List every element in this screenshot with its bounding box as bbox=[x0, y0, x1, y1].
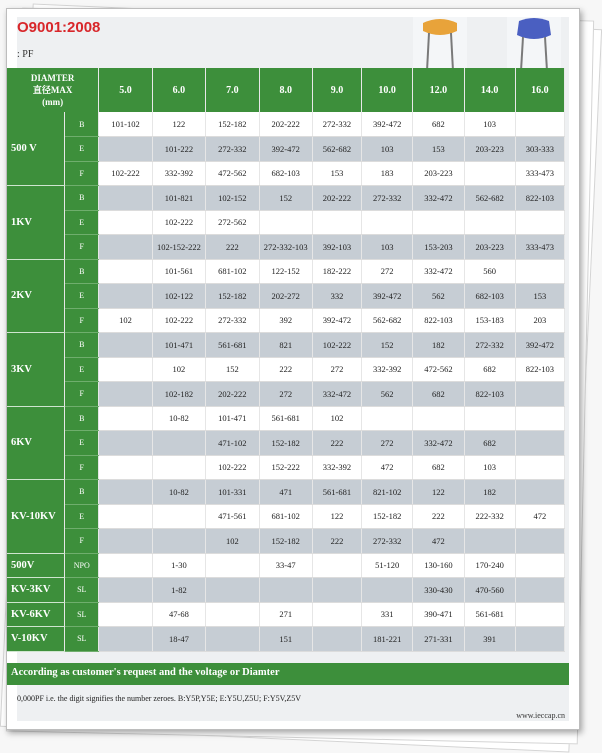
capacitance-range-cell bbox=[515, 529, 564, 554]
capacitance-range-cell bbox=[312, 553, 361, 578]
capacitance-range-cell: 222 bbox=[413, 504, 464, 529]
capacitance-range-cell: 152 bbox=[259, 186, 312, 211]
dielectric-code-cell: E bbox=[65, 284, 99, 309]
capacitance-range-cell bbox=[99, 627, 152, 652]
capacitance-range-cell: 152-182 bbox=[362, 504, 413, 529]
capacitance-range-cell: 122-152 bbox=[259, 259, 312, 284]
capacitance-range-cell: 153 bbox=[515, 284, 564, 309]
capacitance-range-cell: 152-182 bbox=[206, 284, 259, 309]
column-header: 9.0 bbox=[312, 68, 361, 112]
capacitance-range-cell: 391 bbox=[464, 627, 515, 652]
capacitance-range-cell: 1-30 bbox=[152, 553, 205, 578]
capacitance-range-cell: 272-332 bbox=[464, 333, 515, 358]
capacitance-range-cell: 122 bbox=[312, 504, 361, 529]
capacitance-range-cell bbox=[99, 210, 152, 235]
voltage-group-label: 2KV bbox=[7, 259, 65, 333]
table-row bbox=[7, 235, 565, 260]
capacitance-range-cell: 18-47 bbox=[152, 627, 205, 652]
voltage-group-label: 500 V bbox=[7, 112, 65, 186]
capacitance-range-cell bbox=[362, 406, 413, 431]
capacitance-range-cell: 203 bbox=[515, 308, 564, 333]
capacitance-range-cell: 471-561 bbox=[206, 504, 259, 529]
capacitance-range-cell: 332-392 bbox=[362, 357, 413, 382]
table-row bbox=[7, 186, 565, 211]
dielectric-code-cell: E bbox=[65, 504, 99, 529]
capacitance-range-cell: 102-152 bbox=[206, 186, 259, 211]
capacitance-range-cell: 151 bbox=[259, 627, 312, 652]
capacitance-range-cell: 202-272 bbox=[259, 284, 312, 309]
capacitance-range-cell: 472 bbox=[362, 455, 413, 480]
capacitance-range-cell bbox=[515, 431, 564, 456]
capacitance-range-cell bbox=[413, 406, 464, 431]
capacitance-range-cell bbox=[206, 602, 259, 627]
capacitance-range-cell bbox=[464, 406, 515, 431]
dielectric-code-cell: SL bbox=[65, 602, 99, 627]
capacitance-range-cell: 222 bbox=[312, 529, 361, 554]
capacitance-range-cell: 102-122 bbox=[152, 284, 205, 309]
capacitance-range-cell: 102-222 bbox=[152, 210, 205, 235]
capacitance-range-cell: 472-562 bbox=[413, 357, 464, 382]
capacitance-range-cell: 682-103 bbox=[464, 284, 515, 309]
capacitance-range-cell: 822-103 bbox=[413, 308, 464, 333]
capacitance-range-cell bbox=[515, 627, 564, 652]
capacitance-range-cell: 561-681 bbox=[259, 406, 312, 431]
capacitance-range-cell: 122 bbox=[152, 112, 205, 137]
table-row bbox=[7, 480, 565, 505]
capacitance-range-cell: 682-103 bbox=[259, 161, 312, 186]
dielectric-code-cell: E bbox=[65, 137, 99, 162]
capacitance-range-cell: 682 bbox=[413, 112, 464, 137]
table-row bbox=[7, 112, 565, 137]
capacitance-range-cell: 332-472 bbox=[413, 186, 464, 211]
capacitance-range-cell: 272-332-103 bbox=[259, 235, 312, 260]
capacitance-range-cell: 153-203 bbox=[413, 235, 464, 260]
capacitance-range-cell: 272-562 bbox=[206, 210, 259, 235]
capacitance-range-cell bbox=[312, 210, 361, 235]
capacitance-range-cell bbox=[99, 284, 152, 309]
capacitance-range-cell: 170-240 bbox=[464, 553, 515, 578]
capacitance-range-cell: 332-392 bbox=[312, 455, 361, 480]
table-row bbox=[7, 406, 565, 431]
capacitance-range-cell: 332-472 bbox=[312, 382, 361, 407]
capacitance-range-cell: 821 bbox=[259, 333, 312, 358]
voltage-group-label: KV-10KV bbox=[7, 480, 65, 554]
capacitance-range-cell: 332-392 bbox=[152, 161, 205, 186]
capacitance-range-cell: 392-472 bbox=[259, 137, 312, 162]
capacitance-range-cell: 101-331 bbox=[206, 480, 259, 505]
capacitance-range-cell: 203-223 bbox=[413, 161, 464, 186]
capacitance-range-cell: 203-223 bbox=[464, 235, 515, 260]
dielectric-code-cell: E bbox=[65, 210, 99, 235]
table-row bbox=[7, 382, 565, 407]
column-header: 8.0 bbox=[259, 68, 312, 112]
capacitance-range-cell: 152-182 bbox=[259, 529, 312, 554]
capacitance-range-cell bbox=[99, 578, 152, 603]
capacitance-range-cell bbox=[259, 578, 312, 603]
capacitance-range-cell bbox=[312, 602, 361, 627]
capacitance-range-cell: 271-331 bbox=[413, 627, 464, 652]
capacitance-range-cell: 471 bbox=[259, 480, 312, 505]
dielectric-code-cell: NPO bbox=[65, 553, 99, 578]
capacitance-range-cell bbox=[152, 529, 205, 554]
capacitance-range-cell bbox=[99, 259, 152, 284]
capacitance-range-cell: 102 bbox=[312, 406, 361, 431]
table-row bbox=[7, 357, 565, 382]
capacitance-range-cell: 182 bbox=[413, 333, 464, 358]
capacitance-range-cell bbox=[99, 455, 152, 480]
capacitance-range-cell bbox=[515, 602, 564, 627]
capacitance-range-cell bbox=[152, 504, 205, 529]
capacitance-range-cell: 333-473 bbox=[515, 161, 564, 186]
table-row bbox=[7, 284, 565, 309]
capacitance-range-cell bbox=[99, 504, 152, 529]
capacitance-range-cell: 822-103 bbox=[515, 186, 564, 211]
capacitance-range-cell: 331 bbox=[362, 602, 413, 627]
capacitance-range-cell: 332-472 bbox=[413, 259, 464, 284]
capacitance-range-cell bbox=[515, 480, 564, 505]
capacitance-range-cell: 101-102 bbox=[99, 112, 152, 137]
dielectric-code-cell: F bbox=[65, 455, 99, 480]
capacitance-range-cell: 560 bbox=[464, 259, 515, 284]
capacitance-range-cell: 222 bbox=[259, 357, 312, 382]
capacitance-range-cell bbox=[362, 210, 413, 235]
capacitance-range-cell: 271 bbox=[259, 602, 312, 627]
capacitance-range-cell bbox=[464, 161, 515, 186]
capacitance-range-cell: 152-222 bbox=[259, 455, 312, 480]
capacitance-range-cell bbox=[206, 553, 259, 578]
capacitance-range-cell bbox=[99, 137, 152, 162]
table-row bbox=[7, 308, 565, 333]
capacitance-range-cell: 303-333 bbox=[515, 137, 564, 162]
capacitance-range-cell bbox=[464, 529, 515, 554]
capacitance-range-cell bbox=[206, 578, 259, 603]
dielectric-code-cell: B bbox=[65, 259, 99, 284]
capacitance-range-cell: 222-332 bbox=[464, 504, 515, 529]
dielectric-code-cell: B bbox=[65, 480, 99, 505]
capacitance-range-cell: 47-68 bbox=[152, 602, 205, 627]
voltage-group-label: V-10KV bbox=[7, 627, 65, 652]
capacitance-range-cell: 1-82 bbox=[152, 578, 205, 603]
capacitance-range-cell: 10-82 bbox=[152, 406, 205, 431]
capacitance-range-cell: 272 bbox=[362, 431, 413, 456]
capacitance-range-cell: 272-332 bbox=[206, 308, 259, 333]
capacitance-range-cell bbox=[413, 210, 464, 235]
capacitance-range-cell: 103 bbox=[362, 137, 413, 162]
capacitance-range-cell: 202-222 bbox=[312, 186, 361, 211]
capacitance-range-cell: 182 bbox=[464, 480, 515, 505]
column-header: 16.0 bbox=[515, 68, 564, 112]
table-row bbox=[7, 455, 565, 480]
capacitance-range-cell bbox=[99, 480, 152, 505]
capacitance-range-cell bbox=[515, 578, 564, 603]
footer-text: According as customer's request and the voltage or Diamter bbox=[11, 667, 280, 678]
dielectric-code-cell: B bbox=[65, 112, 99, 137]
capacitance-range-cell bbox=[515, 210, 564, 235]
dielectric-code-cell: E bbox=[65, 431, 99, 456]
capacitance-range-cell: 153-183 bbox=[464, 308, 515, 333]
capacitance-range-cell: 152 bbox=[362, 333, 413, 358]
table-row bbox=[7, 210, 565, 235]
capacitance-range-cell: 101-821 bbox=[152, 186, 205, 211]
capacitance-range-cell: 152-182 bbox=[259, 431, 312, 456]
dielectric-code-cell: F bbox=[65, 308, 99, 333]
capacitance-range-cell: 122 bbox=[413, 480, 464, 505]
dielectric-code-cell: F bbox=[65, 529, 99, 554]
disc-capacitor-orange-image bbox=[413, 17, 467, 71]
capacitance-range-cell: 33-47 bbox=[259, 553, 312, 578]
capacitance-range-cell: 130-160 bbox=[413, 553, 464, 578]
capacitance-range-cell: 102-222 bbox=[152, 308, 205, 333]
capacitance-range-cell: 103 bbox=[362, 235, 413, 260]
capacitance-range-cell bbox=[515, 382, 564, 407]
capacitance-range-cell: 102-222 bbox=[312, 333, 361, 358]
dielectric-code-cell: B bbox=[65, 406, 99, 431]
capacitance-range-cell: 203-223 bbox=[464, 137, 515, 162]
capacitance-range-cell: 103 bbox=[464, 112, 515, 137]
capacitance-spec-table bbox=[7, 68, 565, 652]
capacitance-range-cell: 392-472 bbox=[515, 333, 564, 358]
table-row bbox=[7, 553, 565, 578]
capacitance-range-cell bbox=[99, 357, 152, 382]
capacitance-range-cell: 681-102 bbox=[206, 259, 259, 284]
capacitance-range-cell bbox=[312, 578, 361, 603]
capacitance-range-cell bbox=[464, 210, 515, 235]
website-url: www.ieccap.cn bbox=[516, 711, 565, 720]
capacitance-range-cell: 102-222 bbox=[99, 161, 152, 186]
capacitance-range-cell bbox=[152, 431, 205, 456]
dielectric-code-cell: B bbox=[65, 186, 99, 211]
table-row bbox=[7, 504, 565, 529]
table-header-row bbox=[7, 68, 565, 112]
dielectric-code-cell: F bbox=[65, 235, 99, 260]
capacitance-range-cell: 472 bbox=[413, 529, 464, 554]
capacitance-range-cell: 272-332 bbox=[312, 112, 361, 137]
capacitance-range-cell: 682 bbox=[464, 431, 515, 456]
capacitance-range-cell bbox=[152, 455, 205, 480]
capacitance-range-cell: 392 bbox=[259, 308, 312, 333]
table-row bbox=[7, 259, 565, 284]
capacitance-range-cell: 332 bbox=[312, 284, 361, 309]
capacitance-range-cell bbox=[99, 553, 152, 578]
capacitance-range-cell: 332-472 bbox=[413, 431, 464, 456]
capacitance-range-cell: 682 bbox=[413, 382, 464, 407]
dielectric-code-note: 0,000PF i.e. the digit signifies the number zeroes. B:Y5P,Y5E; E:Y5U,Z5U; F:Y5V,Z5V bbox=[17, 694, 302, 703]
capacitance-range-cell: 272-332 bbox=[362, 529, 413, 554]
capacitance-range-cell: 101-471 bbox=[152, 333, 205, 358]
capacitance-range-cell bbox=[99, 602, 152, 627]
capacitance-range-cell: 222 bbox=[312, 431, 361, 456]
capacitance-range-cell: 101-471 bbox=[206, 406, 259, 431]
capacitance-range-cell: 562 bbox=[413, 284, 464, 309]
capacitance-range-cell: 152-182 bbox=[206, 112, 259, 137]
capacitance-range-cell bbox=[206, 627, 259, 652]
capacitance-range-cell: 562-682 bbox=[362, 308, 413, 333]
dielectric-code-cell: SL bbox=[65, 627, 99, 652]
capacitance-range-cell: 681-102 bbox=[259, 504, 312, 529]
capacitance-range-cell: 272-332 bbox=[362, 186, 413, 211]
capacitance-range-cell: 102 bbox=[152, 357, 205, 382]
capacitance-range-cell bbox=[99, 529, 152, 554]
capacitance-range-cell: 682 bbox=[413, 455, 464, 480]
capacitance-range-cell: 470-560 bbox=[464, 578, 515, 603]
capacitance-range-cell: 181-221 bbox=[362, 627, 413, 652]
voltage-group-label: 1KV bbox=[7, 186, 65, 260]
column-header: 7.0 bbox=[206, 68, 259, 112]
voltage-group-label: KV-6KV bbox=[7, 602, 65, 627]
capacitance-range-cell: 390-471 bbox=[413, 602, 464, 627]
unit-label: : PF bbox=[17, 49, 34, 60]
capacitance-range-cell: 102-152-222 bbox=[152, 235, 205, 260]
capacitance-range-cell: 472 bbox=[515, 504, 564, 529]
capacitance-range-cell bbox=[312, 627, 361, 652]
table-body bbox=[7, 112, 565, 651]
capacitance-range-cell: 182-222 bbox=[312, 259, 361, 284]
capacitance-range-cell bbox=[515, 259, 564, 284]
voltage-group-label: 3KV bbox=[7, 333, 65, 407]
capacitance-range-cell: 183 bbox=[362, 161, 413, 186]
spec-sheet-photo bbox=[11, 17, 569, 721]
capacitance-range-cell: 392-472 bbox=[362, 112, 413, 137]
table-row bbox=[7, 627, 565, 652]
capacitance-range-cell: 272 bbox=[259, 382, 312, 407]
table-row bbox=[7, 602, 565, 627]
table-row bbox=[7, 578, 565, 603]
column-header: 6.0 bbox=[152, 68, 205, 112]
capacitance-range-cell: 222 bbox=[206, 235, 259, 260]
voltage-group-label: KV-3KV bbox=[7, 578, 65, 603]
disc-capacitor-blue-image bbox=[507, 17, 561, 71]
table-row bbox=[7, 529, 565, 554]
column-header: 12.0 bbox=[413, 68, 464, 112]
column-header: 10.0 bbox=[362, 68, 413, 112]
dielectric-code-cell: SL bbox=[65, 578, 99, 603]
capacitance-range-cell: 822-103 bbox=[515, 357, 564, 382]
capacitance-range-cell: 561-681 bbox=[312, 480, 361, 505]
table-row bbox=[7, 161, 565, 186]
capacitance-range-cell: 102-182 bbox=[152, 382, 205, 407]
column-header: 5.0 bbox=[99, 68, 152, 112]
capacitance-range-cell: 471-102 bbox=[206, 431, 259, 456]
diameter-header: DIAMTER 直径MAX (mm) bbox=[7, 68, 99, 112]
capacitance-range-cell: 562 bbox=[362, 382, 413, 407]
photo-frame bbox=[6, 8, 580, 730]
table-row bbox=[7, 137, 565, 162]
voltage-group-label: 500V bbox=[7, 553, 65, 578]
capacitance-range-cell: 821-102 bbox=[362, 480, 413, 505]
capacitance-range-cell: 102-222 bbox=[206, 455, 259, 480]
capacitance-range-cell bbox=[99, 406, 152, 431]
capacitance-range-cell bbox=[259, 210, 312, 235]
capacitance-range-cell: 10-82 bbox=[152, 480, 205, 505]
dielectric-code-cell: F bbox=[65, 161, 99, 186]
dielectric-code-cell: E bbox=[65, 357, 99, 382]
capacitance-range-cell bbox=[362, 578, 413, 603]
footer-banner bbox=[7, 663, 569, 685]
capacitance-range-cell bbox=[515, 553, 564, 578]
table-row bbox=[7, 333, 565, 358]
capacitance-range-cell: 153 bbox=[413, 137, 464, 162]
capacitance-range-cell: 51-120 bbox=[362, 553, 413, 578]
capacitance-range-cell: 392-472 bbox=[312, 308, 361, 333]
voltage-group-label: 6KV bbox=[7, 406, 65, 480]
capacitance-range-cell: 272 bbox=[362, 259, 413, 284]
table-row bbox=[7, 431, 565, 456]
column-header: 14.0 bbox=[464, 68, 515, 112]
capacitance-range-cell: 562-682 bbox=[312, 137, 361, 162]
iso-certification-title: O9001:2008 bbox=[17, 19, 101, 36]
capacitance-range-cell: 272-332 bbox=[206, 137, 259, 162]
capacitance-range-cell bbox=[99, 382, 152, 407]
capacitance-range-cell bbox=[99, 333, 152, 358]
capacitance-range-cell bbox=[99, 186, 152, 211]
capacitance-range-cell: 202-222 bbox=[259, 112, 312, 137]
capacitance-range-cell: 562-682 bbox=[464, 186, 515, 211]
capacitance-range-cell: 102 bbox=[99, 308, 152, 333]
capacitance-range-cell: 103 bbox=[464, 455, 515, 480]
capacitance-range-cell: 272 bbox=[312, 357, 361, 382]
capacitance-range-cell: 152 bbox=[206, 357, 259, 382]
capacitance-range-cell: 392-472 bbox=[362, 284, 413, 309]
capacitance-range-cell: 153 bbox=[312, 161, 361, 186]
capacitance-range-cell: 472-562 bbox=[206, 161, 259, 186]
capacitance-range-cell: 392-103 bbox=[312, 235, 361, 260]
capacitance-range-cell: 202-222 bbox=[206, 382, 259, 407]
capacitance-range-cell: 682 bbox=[464, 357, 515, 382]
capacitance-range-cell: 101-561 bbox=[152, 259, 205, 284]
capacitance-range-cell bbox=[99, 235, 152, 260]
capacitance-range-cell: 101-222 bbox=[152, 137, 205, 162]
capacitance-range-cell: 333-473 bbox=[515, 235, 564, 260]
capacitance-range-cell bbox=[99, 431, 152, 456]
capacitance-range-cell: 561-681 bbox=[206, 333, 259, 358]
capacitance-range-cell: 102 bbox=[206, 529, 259, 554]
capacitance-range-cell: 330-430 bbox=[413, 578, 464, 603]
dielectric-code-cell: F bbox=[65, 382, 99, 407]
dielectric-code-cell: B bbox=[65, 333, 99, 358]
capacitance-range-cell: 561-681 bbox=[464, 602, 515, 627]
capacitance-range-cell: 822-103 bbox=[464, 382, 515, 407]
capacitance-range-cell bbox=[515, 455, 564, 480]
capacitance-range-cell bbox=[515, 112, 564, 137]
capacitance-range-cell bbox=[515, 406, 564, 431]
